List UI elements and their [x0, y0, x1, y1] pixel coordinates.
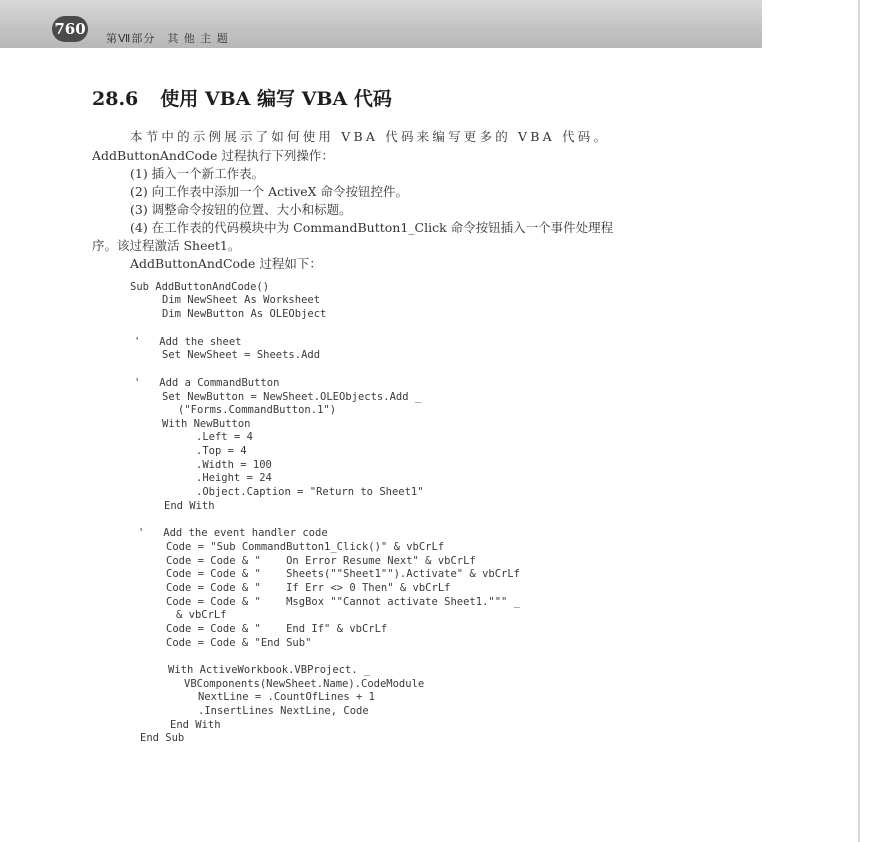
code-line: .Top = 4: [196, 445, 247, 457]
list-item-1: (1) 插入一个新工作表。: [130, 166, 265, 181]
paragraph-operations-intro: AddButtonAndCode 过程执行下列操作：: [92, 148, 334, 163]
code-line: End With: [164, 500, 215, 512]
code-line: Dim NewButton As OLEObject: [162, 308, 327, 320]
code-line: ' Add the event handler code: [138, 527, 328, 539]
list-item-4: (4) 在工作表的代码模块中为 CommandButton1_Click 命令按钮插入一个事件处理程: [130, 220, 614, 235]
code-line: Code = Code & " On Error Resume Next" & vbCrLf: [166, 555, 476, 567]
code-line: Code = Code & " Sheets(""Sheet1"").Activate" & vbCrLf: [166, 568, 521, 580]
code-line: & vbCrLf: [176, 609, 227, 621]
code-line: .Object.Caption = "Return to Sheet1": [196, 486, 424, 498]
section-number: 28.6: [92, 88, 139, 110]
code-line: Sub AddButtonAndCode(): [130, 281, 270, 293]
section-heading: [92, 84, 392, 111]
code-line: ' Add a CommandButton: [134, 377, 280, 389]
code-line: .Left = 4: [196, 431, 253, 443]
code-line: Code = Code & "End Sub": [166, 637, 312, 649]
list-item-3: (3) 调整命令按钮的位置、大小和标题。: [130, 202, 352, 217]
part-label: 第Ⅶ部分 其 他 主 题: [106, 32, 229, 45]
code-line: ("Forms.CommandButton.1"): [178, 404, 337, 416]
code-line: Dim NewSheet As Worksheet: [162, 294, 321, 306]
list-item-4-continued: 序。该过程激活 Sheet1。: [92, 238, 241, 253]
section-title: 使用 VBA 编写 VBA 代码: [160, 88, 392, 110]
list-item-2: (2) 向工作表中添加一个 ActiveX 命令按钮控件。: [130, 184, 409, 199]
code-line: With NewButton: [162, 418, 251, 430]
code-line: With ActiveWorkbook.VBProject. _: [168, 664, 371, 676]
code-line: End Sub: [140, 732, 185, 744]
page-number-badge: 760: [52, 16, 88, 42]
code-line: .Width = 100: [196, 459, 272, 471]
code-line: Code = "Sub CommandButton1_Click()" & vbCrLf: [166, 541, 445, 553]
code-line: Set NewButton = NewSheet.OLEObjects.Add _: [162, 391, 422, 403]
code-line: Code = Code & " MsgBox ""Cannot activate Sheet1.""" _: [166, 596, 521, 608]
code-line: .InsertLines NextLine, Code: [198, 705, 369, 717]
code-line: ' Add the sheet: [134, 336, 242, 348]
code-line: End With: [170, 719, 221, 731]
paragraph-procedure-intro: AddButtonAndCode 过程如下：: [130, 256, 322, 271]
code-line: NextLine = .CountOfLines + 1: [198, 691, 376, 703]
page-edge-divider: [858, 0, 860, 842]
code-line: Code = Code & " If Err <> 0 Then" & vbCrLf: [166, 582, 451, 594]
code-line: .Height = 24: [196, 472, 272, 484]
paragraph-intro: 本节中的示例展示了如何使用 VBA 代码来编写更多的 VBA 代码。: [130, 129, 610, 144]
code-line: VBComponents(NewSheet.Name).CodeModule: [184, 678, 425, 690]
code-line: Set NewSheet = Sheets.Add: [162, 349, 321, 361]
code-line: Code = Code & " End If" & vbCrLf: [166, 623, 388, 635]
